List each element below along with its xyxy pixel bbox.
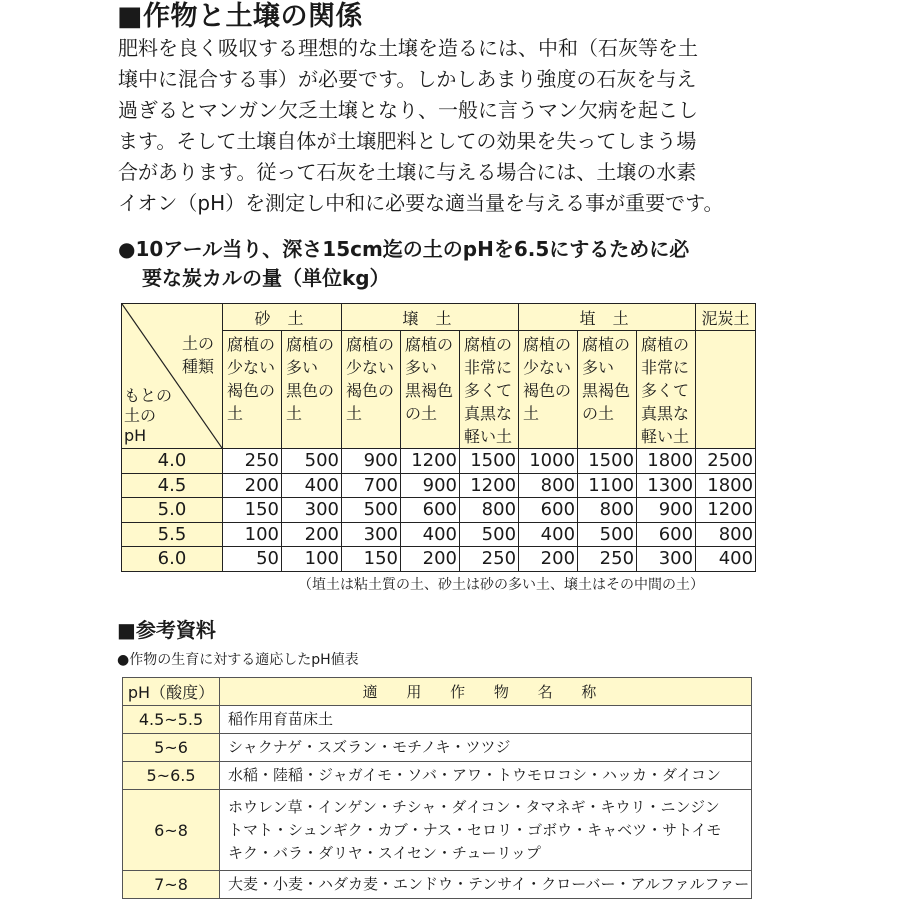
table-row xyxy=(123,871,752,899)
corner-top-line: 種類 xyxy=(181,357,214,376)
subheader-line: 土 xyxy=(523,404,540,423)
reference-subtitle: ●作物の生育に対する適応したpH値表 xyxy=(117,652,359,668)
value-cell: 500 xyxy=(460,522,519,547)
crop-line: シャクナゲ・スズラン・モチノキ・ツツジ xyxy=(228,738,511,756)
value-cell: 600 xyxy=(519,498,578,523)
table-row xyxy=(123,762,752,790)
subheader-line: 非常に xyxy=(641,358,690,377)
soil-subtype-header xyxy=(282,331,342,449)
corner-bottom-line: pH xyxy=(124,426,147,445)
subheader-line: 腐植の xyxy=(286,335,335,354)
paragraph-line: 過ぎるとマンガン欠乏土壌となり、一般に言うマン欠病を起こし xyxy=(118,98,698,122)
subheader-line: 多い xyxy=(286,358,319,377)
value-cell: 100 xyxy=(282,547,342,572)
lime-table-heading xyxy=(118,235,689,293)
lime-heading-line-2: 要な炭カルの量（単位kg） xyxy=(142,266,390,290)
subheader-line: 多くて xyxy=(464,381,513,400)
subheader-line: 軽い土 xyxy=(464,427,513,446)
crops-cell xyxy=(220,734,752,762)
value-cell: 400 xyxy=(282,473,342,498)
header-crops: 適 用 作 物 名 称 xyxy=(220,678,752,706)
paragraph-line: ます。そして土壌自体が土壌肥料としての効果を失ってしまう場 xyxy=(118,129,697,153)
subheader-line: 土 xyxy=(227,404,244,423)
ph-cell: 5.0 xyxy=(122,498,223,523)
table-row xyxy=(122,498,756,523)
group-peat-soil: 泥炭土 xyxy=(696,304,756,331)
value-cell: 1800 xyxy=(696,473,756,498)
value-cell: 150 xyxy=(223,498,282,523)
value-cell: 150 xyxy=(342,547,401,572)
subheader-line: 腐植の xyxy=(464,335,513,354)
ph-range-cell: 5~6.5 xyxy=(123,762,220,790)
reference-title: ■参考資料 xyxy=(117,618,216,642)
value-cell: 1000 xyxy=(519,449,578,474)
value-cell: 1300 xyxy=(637,473,696,498)
ph-cell: 5.5 xyxy=(122,522,223,547)
lime-amount-table xyxy=(121,303,756,572)
paragraph-line: 肥料を良く吸収する理想的な土壌を造るには、中和（石灰等を土 xyxy=(118,36,698,60)
value-cell: 1100 xyxy=(578,473,637,498)
corner-top-label xyxy=(182,332,214,378)
soil-subtype-header xyxy=(578,331,637,449)
subheader-line: 黒褐色 xyxy=(405,381,454,400)
value-cell: 250 xyxy=(223,449,282,474)
ph-cell: 4.0 xyxy=(122,449,223,474)
subheader-line: 真黒な xyxy=(464,404,513,423)
value-cell: 100 xyxy=(223,522,282,547)
value-cell: 900 xyxy=(637,498,696,523)
subheader-line: 黒色の xyxy=(286,381,335,400)
crop-line: キク・バラ・ダリヤ・スイセン・チューリップ xyxy=(228,843,541,862)
crops-cell xyxy=(220,762,752,790)
value-cell: 800 xyxy=(696,522,756,547)
ph-range-cell: 6~8 xyxy=(123,790,220,871)
subheader-line: 多い xyxy=(582,358,615,377)
subheader-line: 腐植の xyxy=(582,335,631,354)
soil-subtype-header xyxy=(401,331,460,449)
value-cell: 200 xyxy=(223,473,282,498)
value-cell: 500 xyxy=(342,498,401,523)
value-cell: 500 xyxy=(282,449,342,474)
subheader-line: 非常に xyxy=(464,358,513,377)
table-row xyxy=(122,522,756,547)
subheader-line: 少ない xyxy=(346,358,395,377)
subheader-line: 褐色の xyxy=(346,381,395,400)
value-cell: 1500 xyxy=(578,449,637,474)
value-cell: 1200 xyxy=(460,473,519,498)
subheader-line: 土 xyxy=(286,404,303,423)
crop-line: 稲作用育苗床土 xyxy=(228,710,334,728)
subheader-line: 黒褐色 xyxy=(582,381,631,400)
subheader-line: 軽い土 xyxy=(641,427,690,446)
value-cell: 800 xyxy=(460,498,519,523)
value-cell: 600 xyxy=(637,522,696,547)
soil-subtype-header xyxy=(637,331,696,449)
corner-bottom-label xyxy=(124,386,172,446)
paragraph-line: 壌中に混合する事）が必要です。しかしあまり強度の石灰を与え xyxy=(118,67,697,91)
value-cell: 1500 xyxy=(460,449,519,474)
value-cell: 200 xyxy=(401,547,460,572)
value-cell: 50 xyxy=(223,547,282,572)
corner-bottom-line: 土の xyxy=(124,406,157,425)
table-row xyxy=(122,449,756,474)
corner-cell xyxy=(122,304,223,449)
corner-bottom-line: もとの xyxy=(124,386,173,405)
subheader-line: 真黒な xyxy=(641,404,690,423)
value-cell: 800 xyxy=(519,473,578,498)
crop-line: トマト・シュンギク・カブ・ナス・セロリ・ゴボウ・キャベツ・サトイモ xyxy=(228,820,722,839)
value-cell: 300 xyxy=(637,547,696,572)
table-row xyxy=(123,706,752,734)
soil-subtype-header xyxy=(460,331,519,449)
ph-range-cell: 4.5~5.5 xyxy=(123,706,220,734)
value-cell: 600 xyxy=(401,498,460,523)
value-cell: 250 xyxy=(460,547,519,572)
value-cell: 2500 xyxy=(696,449,756,474)
group-clay-soil: 埴 土 xyxy=(519,304,696,331)
value-cell: 200 xyxy=(519,547,578,572)
soil-subtype-header xyxy=(342,331,401,449)
value-cell: 300 xyxy=(342,522,401,547)
table-row xyxy=(123,790,752,871)
ph-cell: 6.0 xyxy=(122,547,223,572)
crop-line: 水稲・陸稲・ジャガイモ・ソバ・アワ・トウモロコシ・ハッカ・ダイコン xyxy=(228,766,722,784)
crops-cell xyxy=(220,706,752,734)
group-header-row xyxy=(122,304,756,331)
ph-range-cell: 7~8 xyxy=(123,871,220,899)
value-cell: 900 xyxy=(401,473,460,498)
section-title: ■作物と土壌の関係 xyxy=(117,1,364,32)
subheader-line: 腐植の xyxy=(405,335,454,354)
paragraph-line: イオン（pH）を測定し中和に必要な適当量を与える事が重要です。 xyxy=(118,191,724,215)
value-cell: 1200 xyxy=(696,498,756,523)
crop-header-row xyxy=(123,678,752,706)
subheader-line: 少ない xyxy=(227,358,276,377)
intro-paragraph xyxy=(118,33,768,219)
subheader-line: 褐色の xyxy=(523,381,572,400)
subheader-line: 少ない xyxy=(523,358,572,377)
subheader-line: 土 xyxy=(346,404,363,423)
subheader-line: 多くて xyxy=(641,381,690,400)
subheader-line: 褐色の xyxy=(227,381,276,400)
ph-range-cell: 5~6 xyxy=(123,734,220,762)
paragraph-line: 合があります。従って石灰を土壌に与える場合には、土壌の水素 xyxy=(118,160,697,184)
value-cell: 1800 xyxy=(637,449,696,474)
soil-subtype-header xyxy=(519,331,578,449)
value-cell: 200 xyxy=(282,522,342,547)
crop-line: ホウレン草・インゲン・チシャ・ダイコン・タマネギ・キウリ・ニンジン xyxy=(228,797,720,816)
value-cell: 400 xyxy=(519,522,578,547)
crops-cell xyxy=(220,790,752,871)
subheader-line: 腐植の xyxy=(523,335,572,354)
table-row xyxy=(123,734,752,762)
crop-ph-table xyxy=(122,677,752,899)
table-row xyxy=(122,473,756,498)
crop-line: 大麦・小麦・ハダカ麦・エンドウ・テンサイ・クローバー・アルファルファー xyxy=(228,875,750,893)
crops-cell xyxy=(220,871,752,899)
value-cell: 1200 xyxy=(401,449,460,474)
table-row xyxy=(122,547,756,572)
group-loam-soil: 壌 土 xyxy=(342,304,519,331)
subheader-line: 腐植の xyxy=(346,335,395,354)
value-cell: 500 xyxy=(578,522,637,547)
value-cell: 800 xyxy=(578,498,637,523)
ph-cell: 4.5 xyxy=(122,473,223,498)
lime-table-footnote: （埴土は粘土質の土、砂土は砂の多い土、壌土はその中間の土） xyxy=(298,577,704,593)
soil-subtype-header xyxy=(696,331,756,449)
corner-top-line: 土の xyxy=(181,334,214,353)
subheader-line: の土 xyxy=(405,404,438,423)
lime-heading-line-1: ●10アール当り、深さ15cm迄の土のpHを6.5にするために必 xyxy=(118,237,690,261)
subheader-line: 多い xyxy=(405,358,438,377)
subheader-line: 腐植の xyxy=(641,335,690,354)
value-cell: 400 xyxy=(401,522,460,547)
subheader-line: 腐植の xyxy=(227,335,276,354)
value-cell: 400 xyxy=(696,547,756,572)
value-cell: 250 xyxy=(578,547,637,572)
value-cell: 900 xyxy=(342,449,401,474)
soil-subtype-header xyxy=(223,331,282,449)
header-ph: pH（酸度） xyxy=(123,678,220,706)
subheader-line: の土 xyxy=(582,404,615,423)
group-sandy-soil: 砂 土 xyxy=(223,304,342,331)
value-cell: 300 xyxy=(282,498,342,523)
value-cell: 700 xyxy=(342,473,401,498)
